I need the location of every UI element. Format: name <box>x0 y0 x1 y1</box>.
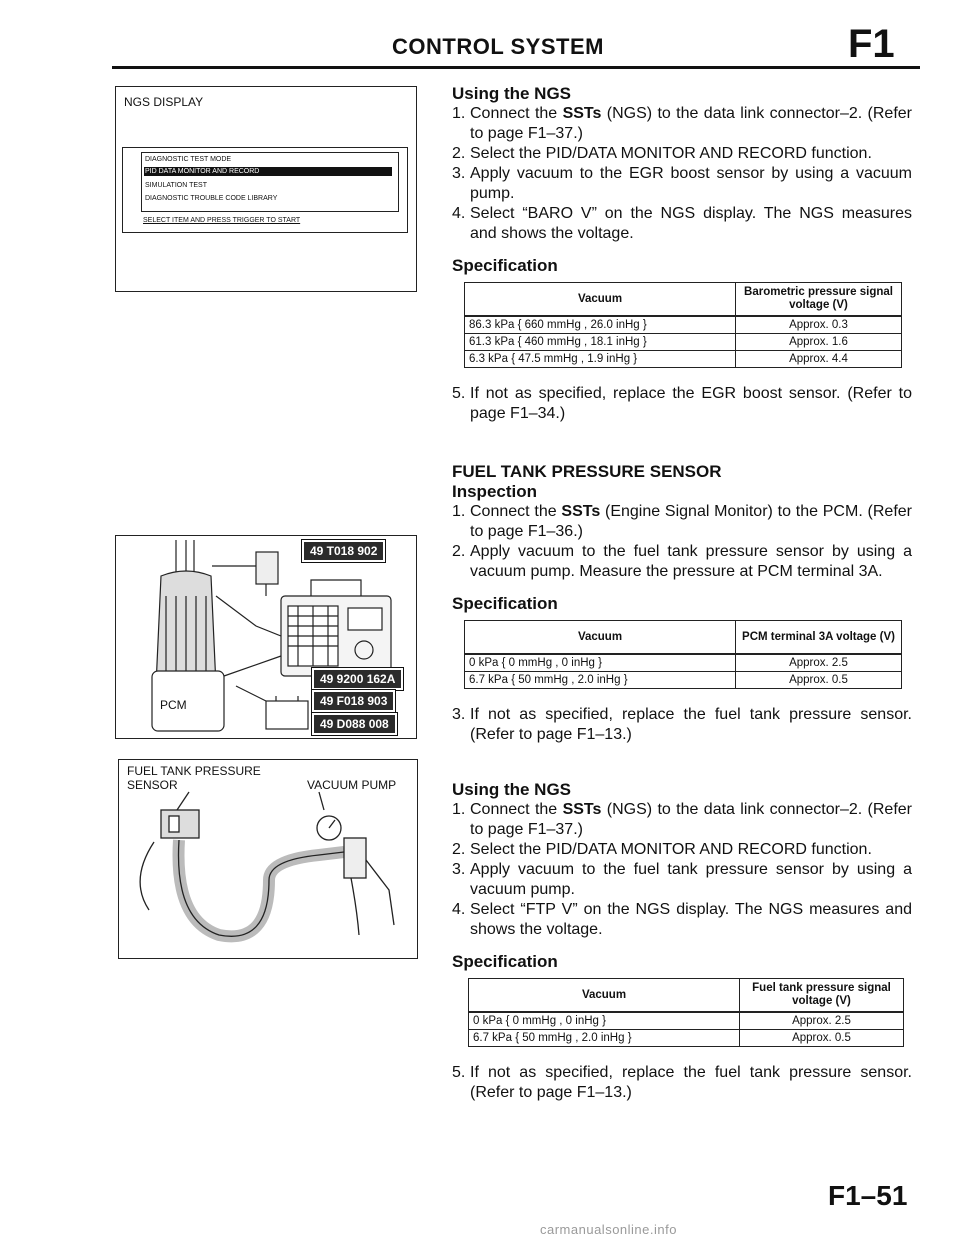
sensor-label: FUEL TANK PRESSURE SENSOR <box>127 764 261 792</box>
vacuum-pump-figure <box>118 759 418 959</box>
spec-table <box>468 978 904 1047</box>
procedure-step: 5. If not as specified, replace the fuel tank pressure sensor. (Refer to page F1–13.) <box>452 1064 912 1101</box>
procedure-step: 5. If not as specified, replace the EGR boost sensor. (Refer to page F1–34.) <box>452 385 912 422</box>
procedure-step: 1. Connect the SSTs (Engine Signal Monitor) to the PCM. (Refer to page F1–36.) <box>452 503 912 540</box>
table-row: 6.7 kPa { 50 mmHg , 2.0 inHg } Approx. 0.5 <box>465 672 902 689</box>
procedure-steps <box>452 104 912 244</box>
specification-label: Specification <box>452 594 558 613</box>
spec-col-header: PCM terminal 3A voltage (V) <box>736 621 902 655</box>
procedure-step: 3. Apply vacuum to the EGR boost sensor by using a vacuum pump. <box>452 165 912 202</box>
spec-col-header: Vacuum <box>465 621 736 655</box>
section-code: F1 <box>848 22 895 66</box>
procedure-steps <box>452 384 912 424</box>
specification-label: Specification <box>452 256 558 275</box>
sst-tag: 49 D088 008 <box>312 713 397 735</box>
ngs-menu-item: DIAGNOSTIC TEST MODE <box>145 156 232 163</box>
procedure-step: 4. Select “BARO V” on the NGS display. The NGS measures and shows the voltage. <box>452 205 912 242</box>
spec-col-header: Vacuum <box>469 979 740 1013</box>
spec-col-header: Barometric pressure signal voltage (V) <box>736 283 902 317</box>
pcm-label: PCM <box>160 698 187 712</box>
page-number: F1–51 <box>828 1180 908 1211</box>
section-ngs-ftp <box>452 780 912 1103</box>
table-row: 6.7 kPa { 50 mmHg , 2.0 inHg } Approx. 0.5 <box>469 1030 904 1047</box>
procedure-steps <box>452 1063 912 1103</box>
spec-table <box>464 282 902 368</box>
procedure-step: 2. Select the PID/DATA MONITOR AND RECORD function. <box>452 841 872 858</box>
sst-tag: 49 9200 162A <box>312 668 403 690</box>
table-row: 0 kPa { 0 mmHg , 0 inHg } Approx. 2.5 <box>465 654 902 672</box>
ngs-menu-list <box>141 152 399 212</box>
vacuum-pump-label: VACUUM PUMP <box>307 778 397 792</box>
ngs-menu-footer: SELECT ITEM AND PRESS TRIGGER TO START <box>143 217 301 224</box>
ngs-menu-frame <box>122 147 408 233</box>
procedure-step: 2. Select the PID/DATA MONITOR AND RECORD function. <box>452 145 872 162</box>
procedure-steps <box>452 502 912 582</box>
page-header-title: CONTROL SYSTEM <box>392 34 604 59</box>
section-subheading: Inspection <box>452 482 538 501</box>
vacuum-pump-illustration <box>119 760 417 958</box>
section-fuel-tank-sensor <box>452 462 912 745</box>
table-row: 86.3 kPa { 660 mmHg , 26.0 inHg } Approx. 0.3 <box>465 316 902 334</box>
ngs-display-title: NGS DISPLAY <box>124 95 204 109</box>
sst-connection-figure <box>115 535 417 739</box>
spec-table <box>464 620 902 689</box>
table-row: 6.3 kPa { 47.5 mmHg , 1.9 inHg } Approx. 4.4 <box>465 351 902 368</box>
spec-col-header: Vacuum <box>465 283 736 317</box>
table-row: 61.3 kPa { 460 mmHg , 18.1 inHg } Approx. 1.6 <box>465 334 902 351</box>
procedure-step: 1. Connect the SSTs (NGS) to the data link connector–2. (Refer to page F1–37.) <box>452 801 912 838</box>
watermark-text: carmanualsonline.info <box>540 1222 677 1237</box>
procedure-step: 2. Apply vacuum to the fuel tank pressure sensor by using a vacuum pump. Measure the pressure at PCM terminal 3A. <box>452 543 912 580</box>
procedure-step: 3. If not as specified, replace the fuel tank pressure sensor. (Refer to page F1–13.) <box>452 706 912 743</box>
table-row: 0 kPa { 0 mmHg , 0 inHg } Approx. 2.5 <box>469 1012 904 1030</box>
section-ngs-egr <box>452 84 912 424</box>
ngs-display-figure <box>115 86 417 292</box>
sst-tag: 49 F018 903 <box>312 690 395 712</box>
procedure-step: 4. Select “FTP V” on the NGS display. The NGS measures and shows the voltage. <box>452 901 912 938</box>
section-heading: Using the NGS <box>452 84 572 103</box>
section-heading: FUEL TANK PRESSURE SENSOR <box>452 462 722 481</box>
sst-tag: 49 T018 902 <box>302 540 385 562</box>
ngs-menu-item: DIAGNOSTIC TROUBLE CODE LIBRARY <box>145 195 278 202</box>
ngs-menu-item-selected: PID DATA MONITOR AND RECORD <box>144 167 392 176</box>
section-heading: Using the NGS <box>452 780 572 799</box>
specification-label: Specification <box>452 952 558 971</box>
procedure-steps <box>452 800 912 940</box>
ngs-menu-item: SIMULATION TEST <box>145 182 207 189</box>
header-rule <box>112 66 920 69</box>
procedure-step: 3. Apply vacuum to the fuel tank pressure sensor by using a vacuum pump. <box>452 861 912 898</box>
procedure-step: 1. Connect the SSTs (NGS) to the data link connector–2. (Refer to page F1–37.) <box>452 105 912 142</box>
procedure-steps <box>452 705 912 745</box>
spec-col-header: Fuel tank pressure signal voltage (V) <box>740 979 904 1013</box>
